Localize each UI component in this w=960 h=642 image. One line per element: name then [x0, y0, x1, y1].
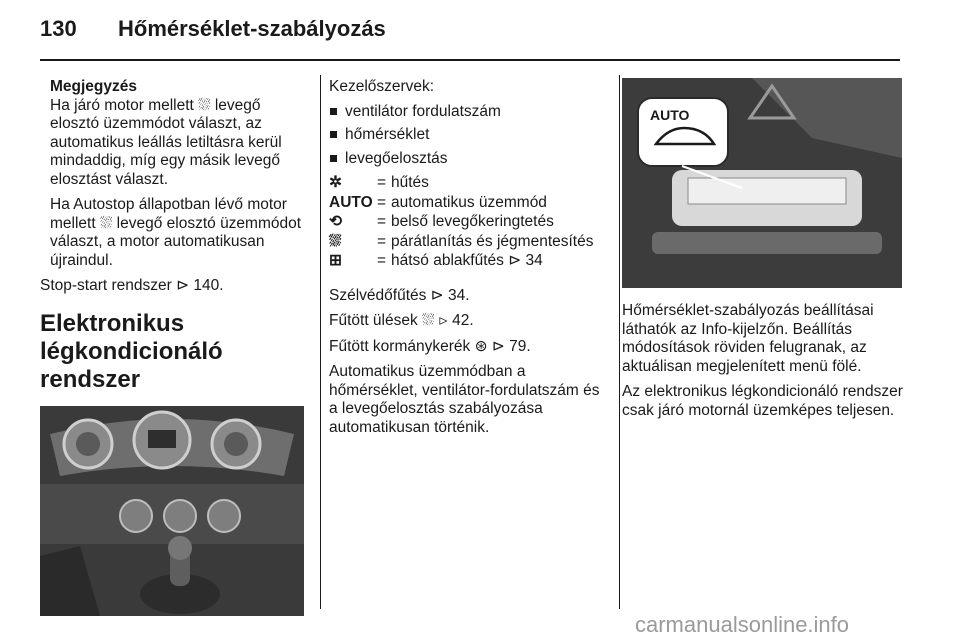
page-title: Hőmérséklet-szabályozás	[118, 16, 386, 41]
equals-sign: =	[377, 174, 387, 191]
recirculation-icon: ⟲	[329, 213, 342, 230]
legend-text: belső levegőkeringtetés	[391, 213, 554, 230]
watermark: carmanualsonline.info	[635, 612, 850, 637]
stop-start-reference: Stop-start rendszer ⊳ 140.	[40, 277, 224, 294]
page-number: 130	[40, 16, 77, 41]
climate-controls-illustration	[40, 406, 304, 616]
auto-badge-label: AUTO	[650, 107, 690, 123]
equals-sign: =	[377, 213, 387, 230]
header-rule	[40, 59, 900, 61]
defrost-icon: ⛆	[329, 232, 342, 250]
column-2	[329, 78, 609, 444]
rear-window-heating-icon: ⊞	[329, 252, 342, 269]
column-divider-1	[320, 75, 321, 609]
legend-text: hűtés	[391, 174, 429, 191]
note-paragraph-2: Ha Autostop állapotban lévő motor mellett ⛆ levegő elosztó üzemmódot választ, a motor automatikusan újraindul.	[50, 196, 302, 269]
equals-sign: =	[377, 193, 387, 211]
display-panel-photo	[622, 78, 902, 288]
auto-label: AUTO	[329, 193, 373, 211]
section-heading: Elektronikus légkondicionáló rendszer	[40, 309, 223, 393]
list-item: levegőelosztás	[329, 150, 609, 169]
page-header	[40, 16, 900, 52]
controls-list	[329, 103, 609, 169]
legend-row-rear-window	[329, 252, 609, 271]
legend-text: hátsó ablakfűtés ⊳ 34	[391, 252, 543, 269]
snowflake-icon: ✲	[329, 174, 342, 191]
legend-text: párátlanítás és jégmentesítés	[391, 232, 594, 250]
equals-sign: =	[377, 252, 387, 269]
legend-row-recirculation	[329, 213, 609, 232]
legend-row-defrost	[329, 233, 609, 252]
note-title: Megjegyzés	[50, 78, 138, 95]
engine-running-paragraph: Az elektronikus légkondicionáló rendszer csak járó motornál üzemképes teljesen.	[622, 383, 903, 419]
climate-controls-photo	[40, 406, 304, 616]
column-divider-2	[619, 75, 620, 609]
equals-sign: =	[377, 232, 387, 250]
heated-wheel-reference: Fűtött kormánykerék ⊛ ⊳ 79.	[329, 337, 531, 355]
auto-mode-paragraph: Automatikus üzemmódban a hőmérséklet, ventilátor-fordulatszám és a levegőelosztás szabályozása automatikusan történik.	[329, 363, 600, 436]
controls-label: Kezelőszervek:	[329, 78, 435, 95]
list-item: ventilátor fordulatszám	[329, 103, 609, 122]
legend-row-auto	[329, 194, 609, 213]
windscreen-reference: Szélvédőfűtés ⊳ 34.	[329, 286, 470, 304]
note-paragraph-1: Ha járó motor mellett ⛆ levegő elosztó üzemmódot választ, az automatikus leállás letiltásra kerül mindaddig, míg egy másik levegő elosztást választ.	[50, 96, 282, 188]
column-1	[40, 78, 308, 616]
legend-row-cooling	[329, 174, 609, 193]
display-panel-illustration	[622, 78, 902, 288]
symbol-legend	[329, 174, 609, 271]
heated-seats-reference: Fűtött ülések ⛆ ⊳ 42.	[329, 312, 474, 329]
info-display-paragraph: Hőmérséklet-szabályozás beállításai láthatók az Info-kijelzőn. Beállítás módosítások röviden felugranak, az aktuálisan megjelenített menü fölé.	[622, 302, 874, 375]
legend-text: automatikus üzemmód	[391, 193, 547, 211]
note-block	[40, 78, 308, 270]
list-item: hőmérséklet	[329, 126, 609, 145]
column-3	[622, 78, 906, 427]
